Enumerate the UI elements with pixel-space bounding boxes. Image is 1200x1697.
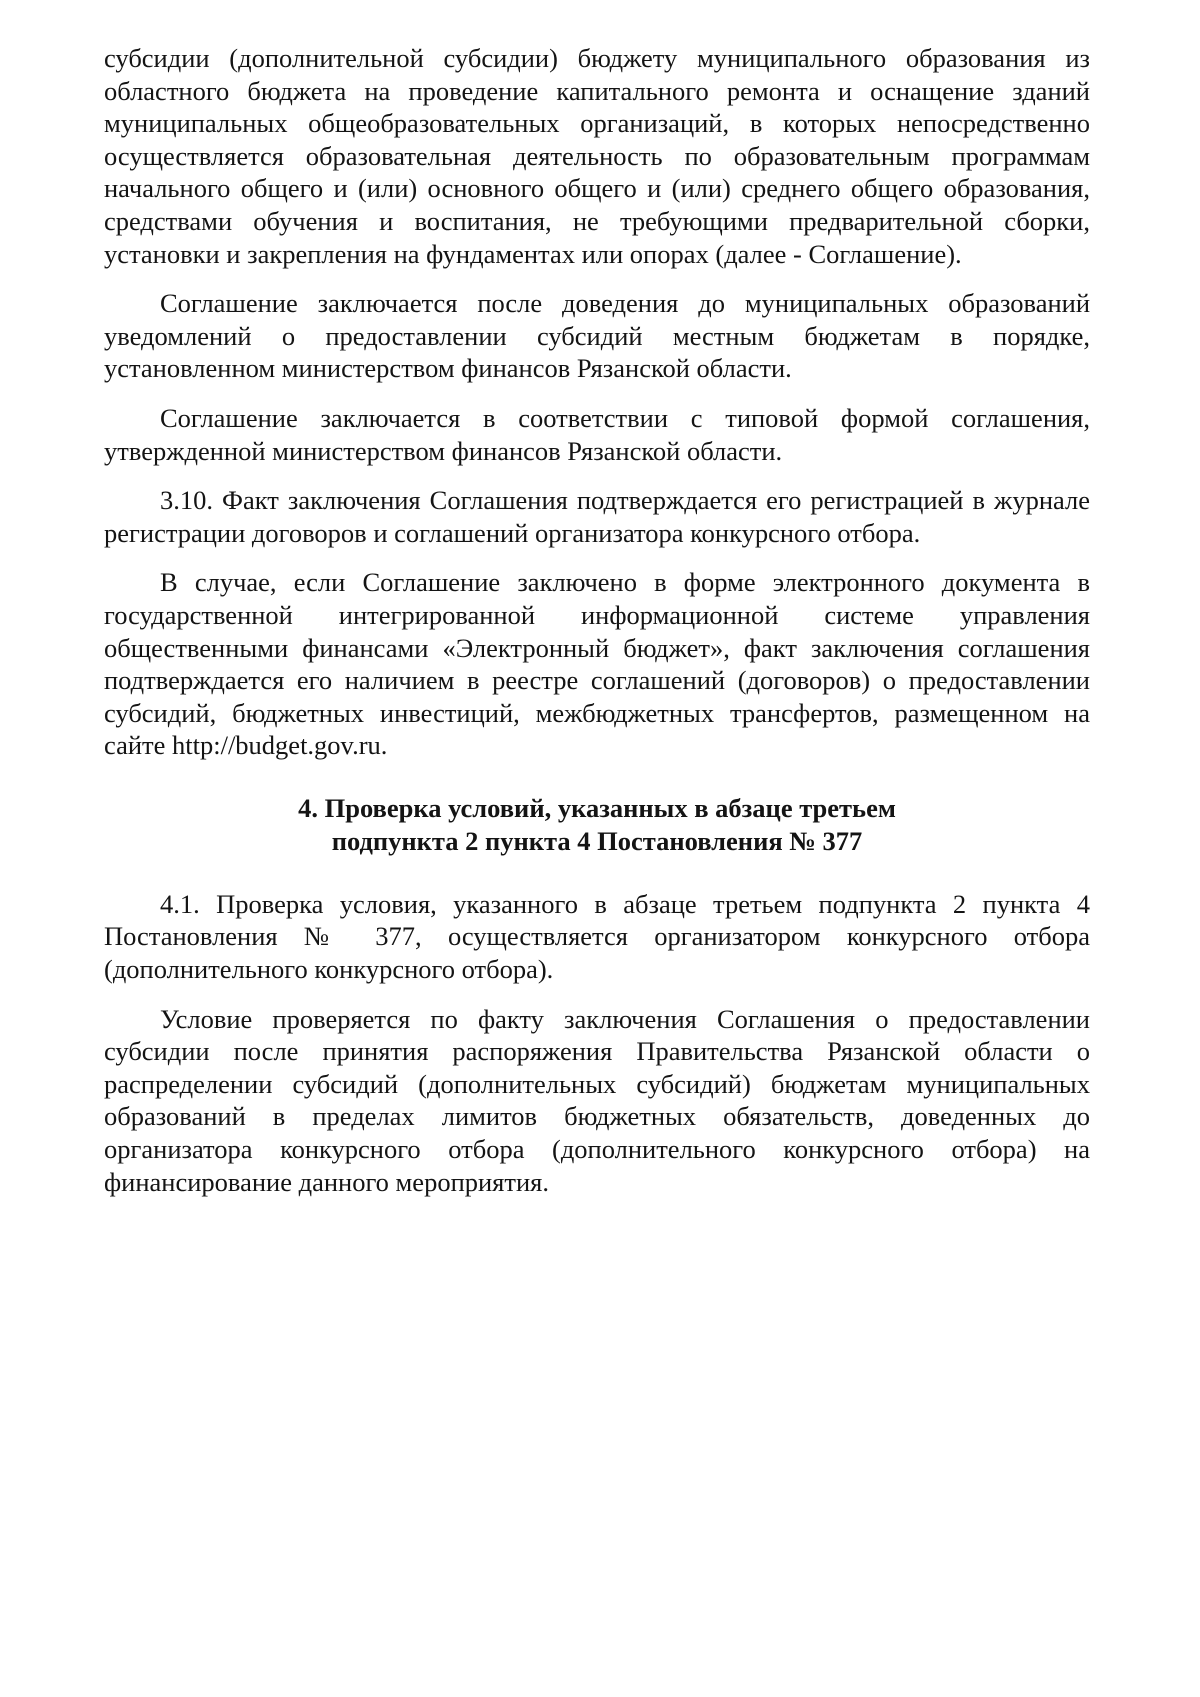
paragraph-3-10-registration: 3.10. Факт заключения Соглашения подтверждается его регистрацией в журнале регистрации договоров и соглашений организатора конкурсного отбора. — [104, 485, 1090, 548]
section-4-heading-line-1: 4. Проверка условий, указанных в абзаце третьем — [298, 792, 896, 823]
section-4-heading-line-2: подпункта 2 пункта 4 Постановления № 377 — [331, 825, 863, 856]
paragraph-agreement-standard-form: Соглашение заключается в соответствии с типовой формой соглашения, утвержденной министерством финансов Рязанской области. — [104, 402, 1090, 466]
paragraph-electronic-budget: В случае, если Соглашение заключено в форме электронного документа в государственной интегрированной информационной системе управления общественными финансами «Электронный бюджет», факт заключения соглашения подтверждается его наличием в реестре соглашений (договоров) о предоставлении субсидий, бюджетных инвестиций, межбюджетных трансфертов, размещенном на сайте http://budget.gov.ru. — [104, 567, 1090, 761]
paragraph-agreement-notification: Соглашение заключается после доведения до муниципальных образований уведомлений о предоставлении субсидий местным бюджетам в порядке, установленном министерством финансов Рязанской области. — [104, 288, 1090, 384]
section-4-heading — [104, 792, 1090, 858]
paragraph-agreement-definition: субсидии (дополнительной субсидии) бюджету муниципального образования из областного бюджета на проведение капитального ремонта и оснащение зданий муниципальных общеобразовательных организаций, в которых непосредственно осуществляется образовательная деятельность по образовательным программам начального общего и (или) основного общего и (или) среднего общего образования, средствами обучения и воспитания, не требующими предварительной сборки, установки и закрепления на фундаментах или опорах (далее - Соглашение). — [104, 43, 1090, 269]
paragraph-condition-verification: Условие проверяется по факту заключения Соглашения о предоставлении субсидии после принятия распоряжения Правительства Рязанской области о распределении субсидий (дополнительных субсидий) бюджетам муниципальных образований в пределах лимитов бюджетных обязательств, доведенных до организатора конкурсного отбора (дополнительного конкурсного отбора) на финансирование данного мероприятия. — [104, 1003, 1090, 1197]
paragraph-4-1-condition-check: 4.1. Проверка условия, указанного в абзаце третьем подпункта 2 пункта 4 Постановления № 377, осуществляется организатором конкурсного отбора (дополнительного конкурсного отбора). — [104, 888, 1090, 985]
